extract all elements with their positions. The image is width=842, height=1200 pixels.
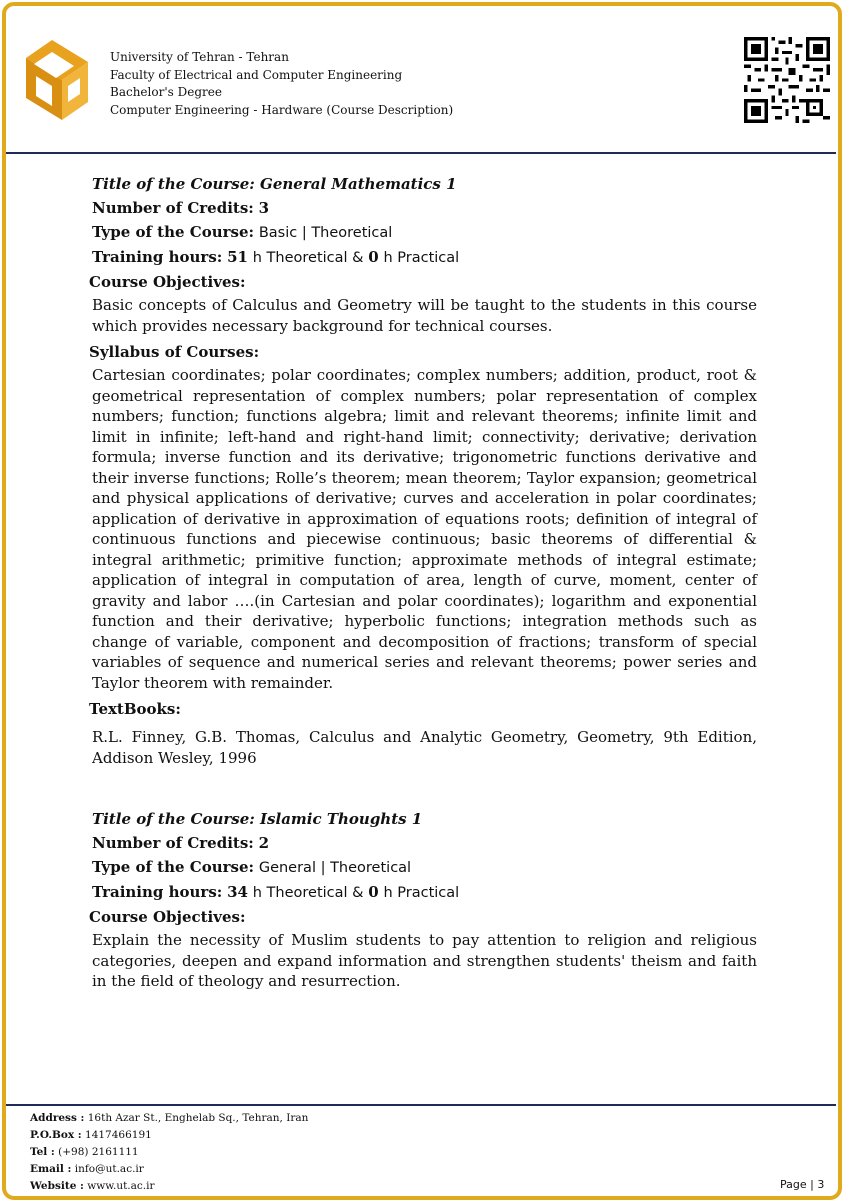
course-type <box>92 855 757 880</box>
syllabus-text: Cartesian coordinates; polar coordinates; complex numbers; addition, product, root & geometrical representation of complex numbers; polar representation of complex numbers; function; functions algebra; limit and relevant theorems; infinite limit and limit in infinite; left-hand and right-hand limit; connectivity; derivative; derivation formula; inverse function and its derivative; trigonometric functions derivative and their inverse functions; Rolle’s theorem; mean theorem; Taylor expansion; geometrical and physical applications of derivative; curves and acceleration in polar coordinates; application of derivative in approximation of equations roots; definition of integral of continuous functions and piecewise continuous; basic theorems of differential & integral arithmetic; primitive function; approximate methods of integral estimate; application of integral in computation of area, length of curve, moment, center of gravity and labor ….(in Cartesian and polar coordinates); logarithm and exponential function and their derivative; hyperbolic functions; integration methods such as change of variable, component and decomposition of fractions; transform of special variables of sequence and numerical series and relevant theorems; power series and Taylor theorem with remainder. <box>92 366 757 692</box>
tel-label: Tel : <box>30 1146 55 1158</box>
textbooks-text: R.L. Finney, G.B. Thomas, Calculus and Analytic Geometry, Geometry, 9th Edition, Addison Wesley, 1996 <box>92 728 757 767</box>
course-credits <box>92 196 757 220</box>
credits-value: 3 <box>258 199 270 217</box>
textbooks-heading: TextBooks: <box>89 700 181 718</box>
syllabus-heading: Syllabus of Courses: <box>89 343 260 361</box>
objectives-text: Explain the necessity of Muslim students to pay attention to religion and religious categories, deepen and expand information and strengthen students' theism and faith in the field of theology and resurrection. <box>92 931 757 990</box>
tel-value: (+98) 2161111 <box>58 1146 139 1158</box>
program-name: Computer Engineering - Hardware (Course Description) <box>110 102 454 117</box>
address-value: 16th Azar St., Enghelab Sq., Tehran, Iran <box>87 1112 309 1124</box>
type-value: Basic | Theoretical <box>258 225 393 241</box>
pobox-label: P.O.Box : <box>30 1129 82 1141</box>
course-title: Title of the Course: General Mathematics 1 <box>92 175 457 193</box>
page-number: Page | 3 <box>780 1178 825 1191</box>
footer-divider <box>6 1104 836 1106</box>
institution-info <box>110 49 453 119</box>
footer-email <box>30 1161 308 1178</box>
footer-website <box>30 1178 308 1195</box>
email-link[interactable]: info@ut.ac.ir <box>74 1163 144 1175</box>
website-link[interactable]: www.ut.ac.ir <box>87 1180 155 1192</box>
footer-address <box>30 1110 308 1127</box>
page-footer <box>30 1110 308 1195</box>
website-label: Website : <box>30 1180 84 1192</box>
practical-hours: 0 <box>368 883 379 901</box>
pobox-value: 1417466191 <box>85 1129 152 1141</box>
course-type <box>92 220 757 245</box>
theory-hours: 51 <box>227 248 248 266</box>
type-value: General | Theoretical <box>258 860 412 876</box>
hours-label: Training hours: <box>92 883 223 901</box>
course-hours <box>92 880 757 905</box>
practical-hours: 0 <box>368 248 379 266</box>
objectives-text: Basic concepts of Calculus and Geometry will be taught to the students in this course which provides necessary background for technical courses. <box>92 296 757 335</box>
footer-tel <box>30 1144 308 1161</box>
qr-code-icon <box>744 37 830 123</box>
credits-label: Number of Credits: <box>92 199 254 217</box>
page-header <box>0 0 842 155</box>
course-block-islamic-thoughts <box>89 807 757 996</box>
type-label: Type of the Course: <box>92 858 255 876</box>
practical-suffix: h Practical <box>383 250 460 266</box>
practical-suffix: h Practical <box>383 885 460 901</box>
course-hours <box>92 245 757 270</box>
theory-suffix: h Theoretical & <box>252 885 364 901</box>
address-label: Address : <box>30 1112 85 1124</box>
course-credits <box>92 831 757 855</box>
faculty-name: Faculty of Electrical and Computer Engineering <box>110 67 403 82</box>
course-block-general-mathematics <box>89 172 757 772</box>
university-logo-icon <box>22 36 92 122</box>
hours-label: Training hours: <box>92 248 223 266</box>
theory-hours: 34 <box>227 883 248 901</box>
objectives-heading: Course Objectives: <box>89 908 246 926</box>
header-divider <box>6 152 836 154</box>
university-name: University of Tehran - Tehran <box>110 50 289 64</box>
objectives-heading: Course Objectives: <box>89 273 246 291</box>
credits-value: 2 <box>258 834 270 852</box>
degree-name: Bachelor's Degree <box>110 85 222 99</box>
course-title: Title of the Course: Islamic Thoughts 1 <box>92 810 423 828</box>
credits-label: Number of Credits: <box>92 834 254 852</box>
email-label: Email : <box>30 1163 72 1175</box>
type-label: Type of the Course: <box>92 223 255 241</box>
theory-suffix: h Theoretical & <box>252 250 364 266</box>
footer-pobox <box>30 1127 308 1144</box>
